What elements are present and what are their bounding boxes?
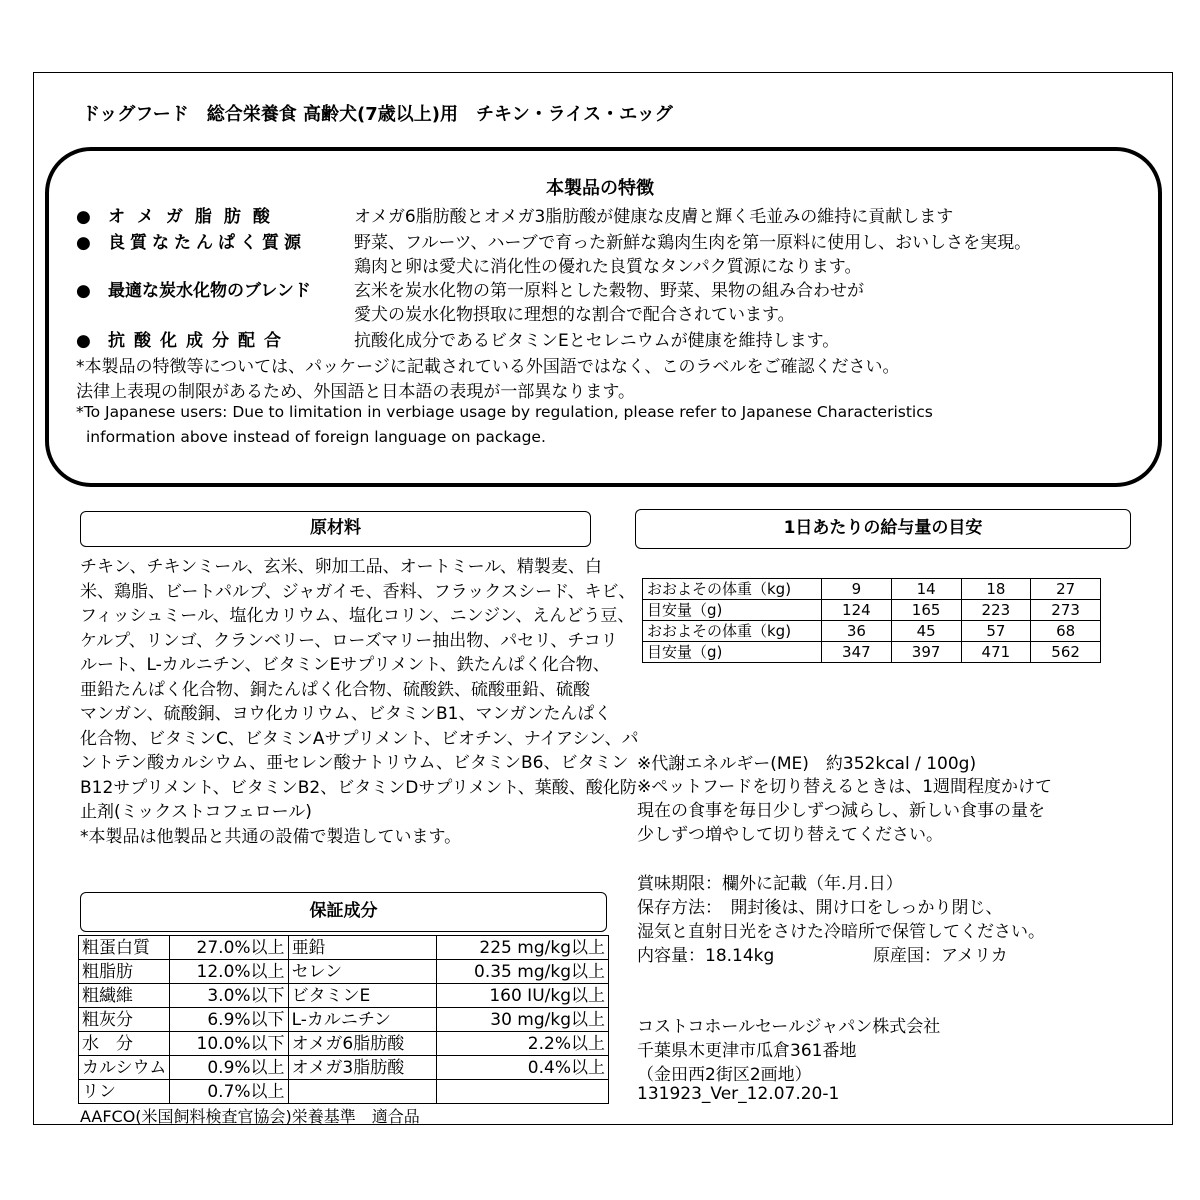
content-amount: 内容量：18.14kg: [637, 946, 775, 966]
table-row: [79, 936, 609, 960]
nutrient-name: L-カルニチン: [288, 1008, 437, 1032]
nutrient-name: セレン: [288, 960, 437, 984]
nutrient-value: 0.35 mg/kg以上: [437, 960, 609, 984]
feature-desc: 抗酸化成分であるビタミンEとセレニウムが健康を維持します。: [354, 331, 840, 351]
feature-row-omega: [76, 202, 346, 227]
weight-label: おおよその体重（kg): [643, 621, 822, 642]
bullet-icon: ●: [76, 331, 91, 351]
table-row: [79, 984, 609, 1008]
feature-label: ● 抗酸化成分配合: [76, 331, 290, 351]
table-cell: 18: [961, 579, 1031, 600]
nutrient-value: 12.0%以上: [170, 960, 288, 984]
company-address: （金田西2街区2画地）: [637, 1065, 812, 1085]
table-row: [643, 579, 1101, 600]
product-title: ドッグフード 総合栄養食 高齢犬(7歳以上)用 チキン・ライス・エッグ: [82, 104, 673, 125]
nutrient-name: 水 分: [79, 1032, 170, 1056]
ingredients-list: [80, 555, 639, 849]
table-cell: 68: [1031, 621, 1101, 642]
nutrient-name: オメガ3脂肪酸: [288, 1056, 437, 1080]
ingredients-line: *本製品は他製品と共通の設備で製造しています。: [80, 826, 462, 847]
nutrient-name: 亜鉛: [288, 936, 437, 960]
ingredients-line: B12サプリメント、ビタミンB2、ビタミンDサプリメント、葉酸、酸化防: [80, 777, 637, 798]
table-cell: 27: [1031, 579, 1101, 600]
storage-method: 湿気と直射日光をさけた冷暗所で保管してください。: [637, 922, 1045, 942]
feature-desc: 玄米を炭水化物の第一原料とした穀物、野菜、果物の組み合わせが: [354, 281, 864, 301]
nutrient-name: ビタミンE: [288, 984, 437, 1008]
feature-desc: 鶏肉と卵は愛犬に消化性の優れた良質なタンパク質源になります。: [354, 257, 862, 277]
ingredients-line: 止剤(ミックストコフェロール): [80, 802, 312, 822]
bullet-icon: ●: [76, 207, 91, 227]
amount-label: 目安量（g): [643, 642, 822, 663]
expiry-text: 賞味期限：欄外に記載（年.月.日）: [637, 874, 903, 894]
table-cell: 57: [961, 621, 1031, 642]
weight-label: おおよその体重（kg): [643, 579, 822, 600]
feature-label: ● オメガ脂肪酸: [76, 207, 282, 227]
aafco-statement: AAFCO(米国飼料検査官協会)栄養基準 適合品: [80, 1107, 420, 1126]
nutrient-name: オメガ6脂肪酸: [288, 1032, 437, 1056]
ingredients-line: 化合物、ビタミンC、ビタミンAサプリメント、ビオチン、ナイアシン、パ: [80, 728, 639, 749]
table-cell: 223: [961, 600, 1031, 621]
feature-row-carbs: [76, 276, 346, 301]
table-row: [79, 1032, 609, 1056]
table-cell: 124: [822, 600, 892, 621]
feature-desc: 野菜、フルーツ、ハーブで育った新鮮な鶏肉生肉を第一原料に使用し、おいしさを実現。: [354, 233, 1032, 253]
table-cell: 273: [1031, 600, 1101, 621]
switch-note: 少しずつ増やして切り替えてください。: [637, 825, 943, 845]
table-cell: 471: [961, 642, 1031, 663]
feature-label: ● 最適な炭水化物のブレンド: [76, 281, 311, 301]
nutrient-name: リン: [79, 1080, 170, 1104]
ingredients-line: ケルプ、リンゴ、クランベリー、ローズマリー抽出物、パセリ、チコリ: [80, 630, 618, 651]
ingredients-line: フィッシュミール、塩化カリウム、塩化コリン、ニンジン、えんどう豆、: [80, 606, 635, 626]
table-cell: 9: [822, 579, 892, 600]
nutrient-value: 2.2%以上: [437, 1032, 609, 1056]
nutrient-value: 10.0%以下: [170, 1032, 288, 1056]
nutrient-value: 27.0%以上: [170, 936, 288, 960]
table-row: [643, 642, 1101, 663]
feature-row-antioxidant: [76, 326, 346, 351]
feature-note-en: information above instead of foreign language on package.: [86, 428, 546, 446]
nutrient-name: [288, 1080, 437, 1104]
nutrient-value: 30 mg/kg以上: [437, 1008, 609, 1032]
table-cell: 36: [822, 621, 892, 642]
origin-country: 原産国：アメリカ: [873, 946, 1008, 966]
switch-note: 現在の食事を毎日少しずつ減らし、新しい食事の量を: [637, 801, 1045, 821]
table-row: [79, 1008, 609, 1032]
feature-note-ja: *本製品の特徴等については、パッケージに記載されている外国語ではなく、このラベルをご確認ください。: [76, 357, 900, 377]
company-address: 千葉県木更津市瓜倉361番地: [637, 1041, 857, 1061]
ingredients-line: ルート、L-カルニチン、ビタミンEサプリメント、鉄たんぱく化合物、: [80, 655, 610, 675]
nutrient-value: 0.4%以上: [437, 1056, 609, 1080]
feature-desc: 愛犬の炭水化物摂取に理想的な割合で配合されています。: [354, 305, 795, 325]
table-cell: 45: [891, 621, 961, 642]
nutrient-value: 0.7%以上: [170, 1080, 288, 1104]
guaranteed-header: 保証成分: [80, 892, 607, 932]
nutrient-name: 粗灰分: [79, 1008, 170, 1032]
table-row: [643, 600, 1101, 621]
nutrient-value: 3.0%以下: [170, 984, 288, 1008]
table-cell: 397: [891, 642, 961, 663]
feeding-header: 1日あたりの給与量の目安: [635, 509, 1131, 549]
feature-label: ● 良質なたんぱく質源: [76, 233, 306, 253]
ingredients-header: 原材料: [80, 511, 591, 547]
nutrient-name: 粗繊維: [79, 984, 170, 1008]
storage-method: 保存方法： 開封後は、開け口をしっかり閉じ、: [637, 898, 1003, 918]
table-cell: 165: [891, 600, 961, 621]
feeding-table: [642, 578, 1101, 663]
guaranteed-table: [78, 935, 609, 1104]
amount-label: 目安量（g): [643, 600, 822, 621]
nutrient-name: 粗蛋白質: [79, 936, 170, 960]
nutrient-value: 225 mg/kg以上: [437, 936, 609, 960]
nutrient-value: 6.9%以下: [170, 1008, 288, 1032]
feature-note-en: *To Japanese users: Due to limitation in verbiage usage by regulation, please refer to Japanese Characteristics: [76, 403, 933, 421]
table-row: [79, 1056, 609, 1080]
feature-row-protein: [76, 228, 346, 253]
company-name: コストコホールセールジャパン株式会社: [637, 1017, 941, 1037]
nutrient-value: 160 IU/kg以上: [437, 984, 609, 1008]
ingredients-line: マンガン、硫酸銅、ヨウ化カリウム、ビタミンB1、マンガンたんぱく: [80, 704, 612, 724]
features-heading: 本製品の特徴: [546, 178, 654, 199]
table-cell: 14: [891, 579, 961, 600]
table-cell: 347: [822, 642, 892, 663]
nutrient-value: [437, 1080, 609, 1104]
nutrient-name: 粗脂肪: [79, 960, 170, 984]
table-row: [643, 621, 1101, 642]
bullet-icon: ●: [76, 281, 91, 301]
version-code: 131923_Ver_12.07.20-1: [637, 1084, 840, 1104]
table-row: [79, 1080, 609, 1104]
nutrient-value: 0.9%以上: [170, 1056, 288, 1080]
energy-note: ※代謝エネルギー(ME) 約352kcal / 100g): [637, 754, 977, 774]
table-row: [79, 960, 609, 984]
ingredients-line: 米、鶏脂、ビートパルプ、ジャガイモ、香料、フラックスシード、キビ、: [80, 581, 636, 602]
feature-note-ja: 法律上表現の制限があるため、外国語と日本語の表現が一部異なります。: [76, 382, 635, 402]
switch-note: ※ペットフードを切り替えるときは、1週間程度かけて: [637, 777, 1053, 797]
bullet-icon: ●: [76, 233, 91, 253]
ingredients-line: 亜鉛たんぱく化合物、銅たんぱく化合物、硫酸鉄、硫酸亜鉛、硫酸: [80, 679, 590, 700]
nutrient-name: カルシウム: [79, 1056, 170, 1080]
feature-desc: オメガ6脂肪酸とオメガ3脂肪酸が健康な皮膚と輝く毛並みの維持に貢献します: [354, 207, 954, 227]
table-cell: 562: [1031, 642, 1101, 663]
ingredients-line: ントテン酸カルシウム、亜セレン酸ナトリウム、ビタミンB6、ビタミン: [80, 753, 629, 773]
ingredients-line: チキン、チキンミール、玄米、卵加工品、オートミール、精製麦、白: [80, 557, 602, 577]
